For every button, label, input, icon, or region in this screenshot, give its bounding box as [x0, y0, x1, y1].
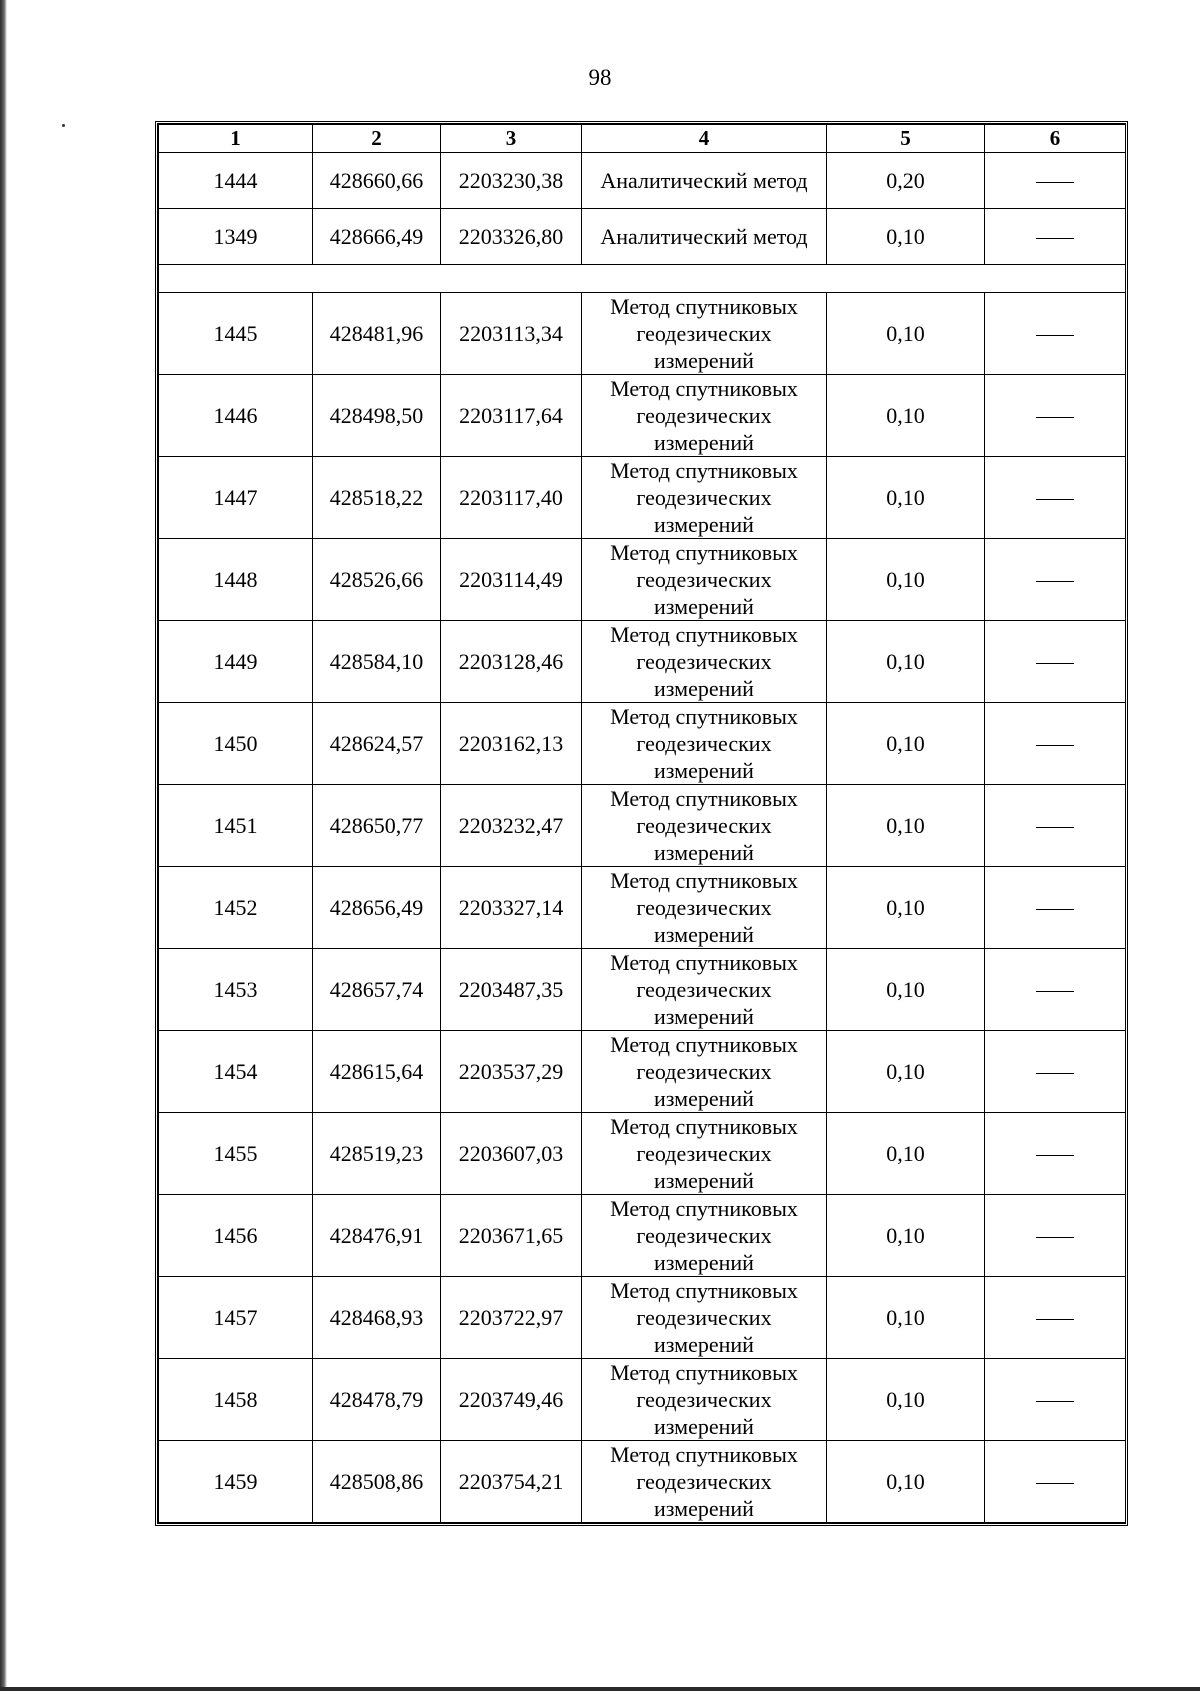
- header-cell-5: 5: [827, 125, 985, 153]
- table-row: [159, 1031, 1126, 1113]
- method-cell: Метод спутниковых геодезических измерений: [582, 375, 827, 457]
- note-cell: [985, 621, 1126, 703]
- y-coordinate-cell: 2203722,97: [441, 1277, 582, 1359]
- x-coordinate-cell: 428526,66: [313, 539, 441, 621]
- table-row: [159, 621, 1126, 703]
- note-cell: [985, 703, 1126, 785]
- table-row: [159, 785, 1126, 867]
- header-cell-4: 4: [582, 125, 827, 153]
- table-row: [159, 703, 1126, 785]
- dash-mark: [1036, 909, 1074, 910]
- point-number-cell: 1450: [159, 703, 313, 785]
- method-cell: Аналитический метод: [582, 209, 827, 265]
- y-coordinate-cell: 2203114,49: [441, 539, 582, 621]
- header-cell-3: 3: [441, 125, 582, 153]
- table-row: [159, 1359, 1126, 1441]
- note-cell: [985, 1359, 1126, 1441]
- coordinates-table: [158, 124, 1126, 1523]
- note-cell: [985, 375, 1126, 457]
- table-row: [159, 1277, 1126, 1359]
- note-cell: [985, 1195, 1126, 1277]
- accuracy-cell: 0,10: [827, 539, 985, 621]
- point-number-cell: 1453: [159, 949, 313, 1031]
- x-coordinate-cell: 428519,23: [313, 1113, 441, 1195]
- table-row: [159, 539, 1126, 621]
- method-cell: Метод спутниковых геодезических измерений: [582, 621, 827, 703]
- dash-mark: [1036, 581, 1074, 582]
- header-cell-2: 2: [313, 125, 441, 153]
- y-coordinate-cell: 2203230,38: [441, 153, 582, 209]
- y-coordinate-cell: 2203128,46: [441, 621, 582, 703]
- accuracy-cell: 0,10: [827, 375, 985, 457]
- accuracy-cell: 0,10: [827, 785, 985, 867]
- note-cell: [985, 785, 1126, 867]
- point-number-cell: 1458: [159, 1359, 313, 1441]
- x-coordinate-cell: 428518,22: [313, 457, 441, 539]
- dash-mark: [1036, 499, 1074, 500]
- accuracy-cell: 0,10: [827, 1277, 985, 1359]
- note-cell: [985, 153, 1126, 209]
- blank-separator-row: [159, 265, 1126, 293]
- y-coordinate-cell: 2203117,64: [441, 375, 582, 457]
- x-coordinate-cell: 428666,49: [313, 209, 441, 265]
- y-coordinate-cell: 2203607,03: [441, 1113, 582, 1195]
- point-number-cell: 1457: [159, 1277, 313, 1359]
- accuracy-cell: 0,10: [827, 209, 985, 265]
- note-cell: [985, 209, 1126, 265]
- x-coordinate-cell: 428657,74: [313, 949, 441, 1031]
- y-coordinate-cell: 2203749,46: [441, 1359, 582, 1441]
- y-coordinate-cell: 2203113,34: [441, 293, 582, 375]
- table-row: [159, 949, 1126, 1031]
- header-cell-6: 6: [985, 125, 1126, 153]
- y-coordinate-cell: 2203671,65: [441, 1195, 582, 1277]
- scan-speck: [62, 124, 65, 127]
- note-cell: [985, 1113, 1126, 1195]
- scan-edge-bottom: [0, 1687, 1200, 1691]
- accuracy-cell: 0,10: [827, 1195, 985, 1277]
- dash-mark: [1036, 663, 1074, 664]
- x-coordinate-cell: 428481,96: [313, 293, 441, 375]
- method-cell: Метод спутниковых геодезических измерений: [582, 785, 827, 867]
- page-number: 98: [588, 65, 612, 90]
- point-number-cell: 1445: [159, 293, 313, 375]
- accuracy-cell: 0,10: [827, 703, 985, 785]
- point-number-cell: 1456: [159, 1195, 313, 1277]
- header-cell-1: 1: [159, 125, 313, 153]
- x-coordinate-cell: 428498,50: [313, 375, 441, 457]
- method-cell: Метод спутниковых геодезических измерений: [582, 1359, 827, 1441]
- method-cell: Метод спутниковых геодезических измерений: [582, 1113, 827, 1195]
- accuracy-cell: 0,10: [827, 1113, 985, 1195]
- note-cell: [985, 539, 1126, 621]
- point-number-cell: 1459: [159, 1441, 313, 1523]
- note-cell: [985, 949, 1126, 1031]
- table-section-2: [159, 293, 1126, 1523]
- table-row: [159, 1195, 1126, 1277]
- y-coordinate-cell: 2203117,40: [441, 457, 582, 539]
- header-row: [159, 125, 1126, 153]
- x-coordinate-cell: 428656,49: [313, 867, 441, 949]
- accuracy-cell: 0,10: [827, 867, 985, 949]
- accuracy-cell: 0,10: [827, 1359, 985, 1441]
- method-cell: Метод спутниковых геодезических измерений: [582, 1441, 827, 1523]
- dash-mark: [1036, 182, 1074, 183]
- accuracy-cell: 0,10: [827, 457, 985, 539]
- note-cell: [985, 867, 1126, 949]
- note-cell: [985, 1031, 1126, 1113]
- x-coordinate-cell: 428624,57: [313, 703, 441, 785]
- y-coordinate-cell: 2203487,35: [441, 949, 582, 1031]
- x-coordinate-cell: 428650,77: [313, 785, 441, 867]
- point-number-cell: 1447: [159, 457, 313, 539]
- x-coordinate-cell: 428478,79: [313, 1359, 441, 1441]
- note-cell: [985, 293, 1126, 375]
- point-number-cell: 1446: [159, 375, 313, 457]
- accuracy-cell: 0,10: [827, 1441, 985, 1523]
- method-cell: Метод спутниковых геодезических измерений: [582, 1277, 827, 1359]
- method-cell: Метод спутниковых геодезических измерений: [582, 703, 827, 785]
- dash-mark: [1036, 745, 1074, 746]
- point-number-cell: 1452: [159, 867, 313, 949]
- y-coordinate-cell: 2203162,13: [441, 703, 582, 785]
- method-cell: Метод спутниковых геодезических измерений: [582, 539, 827, 621]
- x-coordinate-cell: 428584,10: [313, 621, 441, 703]
- note-cell: [985, 457, 1126, 539]
- dash-mark: [1036, 1073, 1074, 1074]
- accuracy-cell: 0,20: [827, 153, 985, 209]
- dash-mark: [1036, 238, 1074, 239]
- y-coordinate-cell: 2203537,29: [441, 1031, 582, 1113]
- point-number-cell: 1451: [159, 785, 313, 867]
- accuracy-cell: 0,10: [827, 293, 985, 375]
- dash-mark: [1036, 827, 1074, 828]
- accuracy-cell: 0,10: [827, 949, 985, 1031]
- x-coordinate-cell: 428615,64: [313, 1031, 441, 1113]
- method-cell: Метод спутниковых геодезических измерений: [582, 457, 827, 539]
- y-coordinate-cell: 2203327,14: [441, 867, 582, 949]
- table-row: [159, 457, 1126, 539]
- x-coordinate-cell: 428468,93: [313, 1277, 441, 1359]
- dash-mark: [1036, 1483, 1074, 1484]
- dash-mark: [1036, 1155, 1074, 1156]
- table-row: [159, 293, 1126, 375]
- table-row: [159, 1113, 1126, 1195]
- point-number-cell: 1349: [159, 209, 313, 265]
- x-coordinate-cell: 428660,66: [313, 153, 441, 209]
- x-coordinate-cell: 428476,91: [313, 1195, 441, 1277]
- table-separator-section: [159, 265, 1126, 293]
- dash-mark: [1036, 1237, 1074, 1238]
- coordinates-table-frame: [155, 121, 1128, 1526]
- point-number-cell: 1444: [159, 153, 313, 209]
- accuracy-cell: 0,10: [827, 1031, 985, 1113]
- table-row: [159, 1441, 1126, 1523]
- method-cell: Метод спутниковых геодезических измерений: [582, 1031, 827, 1113]
- y-coordinate-cell: 2203326,80: [441, 209, 582, 265]
- note-cell: [985, 1441, 1126, 1523]
- dash-mark: [1036, 1401, 1074, 1402]
- method-cell: Метод спутниковых геодезических измерений: [582, 293, 827, 375]
- point-number-cell: 1455: [159, 1113, 313, 1195]
- point-number-cell: 1454: [159, 1031, 313, 1113]
- method-cell: Аналитический метод: [582, 153, 827, 209]
- method-cell: Метод спутниковых геодезических измерений: [582, 949, 827, 1031]
- note-cell: [985, 1277, 1126, 1359]
- x-coordinate-cell: 428508,86: [313, 1441, 441, 1523]
- point-number-cell: 1448: [159, 539, 313, 621]
- dash-mark: [1036, 417, 1074, 418]
- method-cell: Метод спутниковых геодезических измерений: [582, 867, 827, 949]
- accuracy-cell: 0,10: [827, 621, 985, 703]
- y-coordinate-cell: 2203754,21: [441, 1441, 582, 1523]
- table-row: [159, 375, 1126, 457]
- blank-separator-cell: [159, 265, 1126, 293]
- y-coordinate-cell: 2203232,47: [441, 785, 582, 867]
- table-row: [159, 153, 1126, 209]
- table-row: [159, 867, 1126, 949]
- dash-mark: [1036, 335, 1074, 336]
- method-cell: Метод спутниковых геодезических измерений: [582, 1195, 827, 1277]
- table-row: [159, 209, 1126, 265]
- dash-mark: [1036, 991, 1074, 992]
- point-number-cell: 1449: [159, 621, 313, 703]
- scan-edge-left: [0, 0, 7, 1691]
- table-section-1: [159, 153, 1126, 265]
- dash-mark: [1036, 1319, 1074, 1320]
